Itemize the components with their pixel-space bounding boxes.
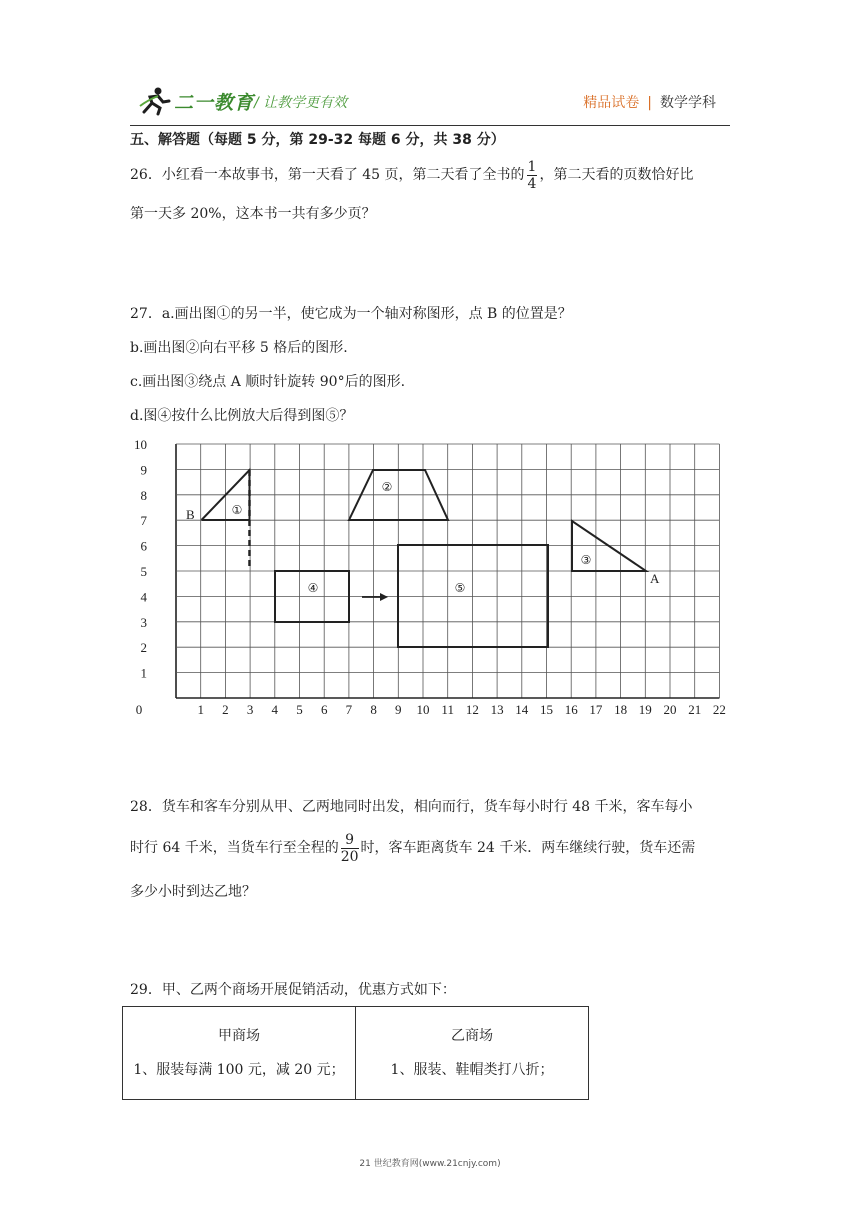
x-tick-label: 11 bbox=[441, 702, 454, 717]
page-header bbox=[130, 78, 730, 128]
question-27-d: d.图④按什么比例放大后得到图⑤？ bbox=[130, 408, 354, 424]
shape-1-label: ① bbox=[231, 503, 243, 517]
shape-3-label: ③ bbox=[580, 553, 592, 567]
x-tick-label: 19 bbox=[638, 702, 652, 717]
mall-b-rule: 1、服装、鞋帽类打八折； bbox=[390, 1062, 554, 1078]
y-tick-label: 9 bbox=[140, 462, 147, 478]
frac-den: 20 bbox=[340, 848, 359, 865]
x-tick-label: 18 bbox=[614, 702, 628, 717]
x-tick-label: 14 bbox=[515, 702, 529, 717]
y-tick-label: 8 bbox=[140, 487, 147, 503]
y-tick-label: 5 bbox=[140, 564, 147, 579]
q28-text-a: 时行 64 千米，当货车行至全程的 bbox=[130, 840, 339, 856]
promotion-table bbox=[122, 1006, 589, 1100]
x-tick-label: 13 bbox=[490, 702, 504, 717]
question-27-b: b.画出图②向右平移 5 格后的图形. bbox=[130, 340, 348, 356]
q28-text-b: 时，客车距离货车 24 千米．两车继续行驶，货车还需 bbox=[360, 840, 696, 856]
logo-text: 二一教育 bbox=[174, 91, 255, 114]
x-tick-label: 3 bbox=[246, 702, 254, 717]
question-28-line2 bbox=[130, 830, 695, 866]
page-footer: 21 世纪教育网(www.21cnjy.com) bbox=[359, 1159, 501, 1169]
shape-2-label: ② bbox=[381, 480, 393, 494]
mall-a-rule: 1、服装每满 100 元，减 20 元； bbox=[133, 1062, 345, 1078]
frac-num: 1 bbox=[527, 158, 537, 175]
slogan: / 让教学更有效 bbox=[254, 95, 348, 111]
x-tick-label: 12 bbox=[465, 702, 479, 717]
point-A-label: A bbox=[650, 571, 660, 586]
x-tick-label: 17 bbox=[589, 702, 603, 717]
y-tick-label: 4 bbox=[140, 589, 147, 605]
frac-num: 9 bbox=[341, 832, 359, 849]
x-tick-label: 9 bbox=[395, 702, 402, 717]
table-row bbox=[123, 1007, 589, 1100]
y-tick-label: 3 bbox=[140, 614, 147, 630]
y-tick-label: 1 bbox=[140, 665, 147, 681]
x-tick-label: 5 bbox=[296, 702, 303, 717]
q26-text-b: ，第二天看的页数恰好比 bbox=[539, 167, 694, 183]
tag-separator: | bbox=[647, 95, 652, 111]
arrow-head-icon bbox=[380, 593, 388, 601]
y-tick-label: 10 bbox=[134, 437, 147, 452]
question-26-line2: 第一天多 20%，这本书一共有多少页？ bbox=[130, 206, 376, 222]
shape-4-label: ④ bbox=[307, 581, 319, 595]
y-tick-label: 7 bbox=[140, 513, 147, 529]
x-tick-label: 20 bbox=[663, 702, 677, 717]
y-tick-label: 6 bbox=[140, 538, 147, 554]
question-27-a: 27．a.画出图①的另一半，使它成为一个轴对称图形，点 B 的位置是？ bbox=[130, 306, 572, 322]
x-tick-label: 10 bbox=[416, 702, 430, 717]
mall-a-cell bbox=[123, 1007, 356, 1100]
y-tick-label: 2 bbox=[140, 640, 147, 656]
coordinate-grid-figure bbox=[120, 430, 726, 730]
logo bbox=[138, 86, 254, 116]
x-tick-label: 7 bbox=[345, 702, 353, 717]
x-tick-label: 16 bbox=[564, 702, 578, 717]
question-28-line1: 28．货车和客车分别从甲、乙两地同时出发，相向而行，货车每小时行 48 千米，客车每小 bbox=[130, 799, 693, 815]
x-tick-label: 1 bbox=[197, 702, 204, 717]
runner-logo-icon bbox=[138, 86, 172, 116]
question-29-intro: 29．甲、乙两个商场开展促销活动，优惠方式如下： bbox=[130, 982, 456, 998]
fraction-one-quarter bbox=[527, 159, 538, 192]
question-28-line3: 多少小时到达乙地？ bbox=[130, 884, 256, 900]
question-26-line1 bbox=[130, 158, 693, 192]
x-tick-label: 4 bbox=[271, 702, 279, 717]
mall-b-cell bbox=[356, 1007, 589, 1100]
mall-b-title: 乙商场 bbox=[451, 1028, 493, 1044]
shape-5-label: ⑤ bbox=[454, 581, 466, 595]
frac-den: 4 bbox=[527, 175, 537, 192]
x-tick-label: 0 bbox=[135, 702, 143, 717]
x-tick-label: 22 bbox=[712, 702, 726, 717]
point-B-label: B bbox=[186, 507, 195, 522]
x-tick-label: 15 bbox=[540, 702, 553, 717]
x-tick-label: 2 bbox=[222, 702, 229, 717]
header-rule bbox=[130, 125, 730, 126]
tag-subject: 数学学科 bbox=[660, 95, 716, 111]
header-tags bbox=[583, 92, 716, 112]
x-tick-label: 6 bbox=[320, 702, 328, 717]
fraction-nine-twentieths bbox=[341, 832, 359, 865]
section-title: 五、解答题（每题 5 分，第 29-32 每题 6 分，共 38 分） bbox=[130, 132, 505, 148]
x-tick-label: 8 bbox=[370, 702, 377, 717]
question-27-c: c.画出图③绕点 A 顺时针旋转 90°后的图形. bbox=[130, 374, 406, 390]
x-tick-label: 21 bbox=[688, 702, 702, 717]
tag-premium: 精品试卷 bbox=[583, 95, 640, 111]
q26-text-a: 26．小红看一本故事书，第一天看了 45 页，第二天看了全书的 bbox=[130, 167, 525, 183]
mall-a-title: 甲商场 bbox=[218, 1028, 260, 1044]
